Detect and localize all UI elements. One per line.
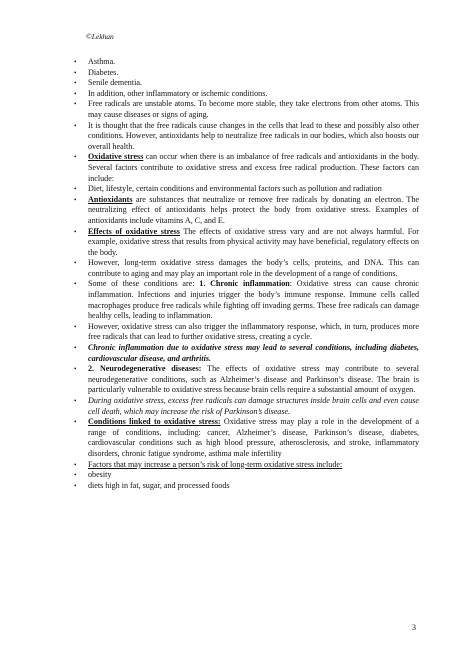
list-item <box>74 195 419 227</box>
bullet-icon: • <box>74 280 77 289</box>
item-text: During oxidative stress, excess free radicals can damage structures inside brain cells and even cause cell death, which may increase the risk of Parkinson’s disease. <box>88 396 419 416</box>
bullet-list <box>74 57 419 491</box>
bullet-icon: • <box>74 68 77 77</box>
item-text: In addition, other inflammatory or ischemic conditions. <box>88 88 268 98</box>
list-item <box>74 99 419 120</box>
item-text: Asthma. <box>88 57 116 66</box>
bullet-icon: • <box>74 227 77 236</box>
item-text: Chronic inflammation due to oxidative stress may lead to several conditions, including diabetes, cardiovascular disease, and arthritis. <box>88 343 419 363</box>
bullet-icon: • <box>74 471 77 480</box>
bullet-icon: • <box>74 344 77 353</box>
item-text: Some of these conditions are: <box>88 279 200 289</box>
list-item <box>74 481 419 492</box>
bullet-icon: • <box>74 58 77 66</box>
bullet-icon: • <box>74 153 77 162</box>
item-text: Diabetes. <box>88 67 119 77</box>
bullet-icon: • <box>74 365 77 374</box>
list-item <box>74 470 419 481</box>
bullet-icon: • <box>74 418 77 427</box>
bullet-icon: • <box>74 481 77 490</box>
bullet-icon: • <box>74 259 77 268</box>
heading-text: Effects of oxidative stress <box>88 226 180 236</box>
item-text: Diet, lifestyle, certain conditions and environmental factors such as pollution and radiation <box>88 184 382 194</box>
bullet-icon: • <box>74 79 77 88</box>
item-text: It is thought that the free radicals cause changes in the cells that lead to these and possibly also other conditions. However, antioxidants help to neutralize free radicals in our bodies, which also boosts our overall health. <box>88 120 419 151</box>
bullet-icon: • <box>74 195 77 204</box>
list-item <box>74 152 419 184</box>
item-text: 1. Chronic inflammation <box>199 279 290 289</box>
copyright-header: ©Lekhan <box>86 32 114 41</box>
bullet-icon: • <box>74 89 77 98</box>
bullet-icon: • <box>74 121 77 130</box>
item-text: The effects of oxidative stress vary and are not always harmful. For example, oxidative stress that results from physical activity may have beneficial, regulatory effects on the body. <box>88 226 419 257</box>
list-item <box>74 364 419 396</box>
item-text: are substances that neutralize or remove free radicals by donating an electron. The neutralizing effect of antioxidants helps protect the body from oxidative stress. Examples of antioxidants include vitamins A, C, and E. <box>88 194 419 225</box>
list-item <box>74 322 419 343</box>
bullet-icon: • <box>74 185 77 194</box>
heading-text: Oxidative stress <box>88 152 144 162</box>
bullet-icon: • <box>74 397 77 405</box>
list-item <box>74 417 419 459</box>
item-text: Free radicals are unstable atoms. To become more stable, they take electrons from other atoms. This may cause diseases or signs of aging. <box>88 99 419 119</box>
bullet-icon: • <box>74 100 77 109</box>
heading-text: Conditions linked to oxidative stress: <box>88 417 221 427</box>
list-item <box>74 89 419 100</box>
heading-text: Factors that may increase a person’s risk of long-term oxidative stress include: <box>88 459 343 469</box>
item-text: Senile dementia. <box>88 78 142 88</box>
heading-text: Antioxidants <box>88 194 133 204</box>
item-text: The effects of oxidative stress may contribute to several neurodegenerative conditions, such as Alzheimer’s disease and Parkinson’s disease. The brain is particularly vulnerable to oxidative stress because brain cells require a substantial amount of oxygen. <box>88 364 419 395</box>
page-number: 3 <box>412 623 416 632</box>
list-item <box>74 184 419 195</box>
document-body <box>74 57 419 491</box>
list-item <box>74 279 419 321</box>
item-text: However, oxidative stress can also trigger the inflammatory response, which, in turn, produces more free radicals that can lead to further oxidative stress, creating a cycle. <box>88 321 419 342</box>
list-item <box>74 396 419 417</box>
bullet-icon: • <box>74 460 77 469</box>
item-text: can occur when there is an imbalance of free radicals and antioxidants in the body. Several factors contribute to oxidative stress and excess free radical production. These factors can include: <box>88 152 419 183</box>
list-item <box>74 78 419 89</box>
list-item <box>74 460 419 471</box>
item-text: diets high in fat, sugar, and processed foods <box>88 480 230 490</box>
item-text: Oxidative stress may play a role in the development of a range of conditions, including: cancer, Alzheimer’s disease, Parkinson’s disease, diabetes, cardiovascular conditions such as high blood pressure, atherosclerosis, and stroke, inflammatory disorders, chronic fatigue syndrome, asthma male infertility <box>88 417 419 458</box>
item-text: : Oxidative stress can cause chronic inflammation. Infections and injuries trigger the body’s immune response. Immune cells called macrophages produce free radicals while fighting off invading germs. These free radicals can damage healthy cells, leading to inflammation. <box>88 279 419 321</box>
list-item <box>74 227 419 259</box>
list-item <box>74 258 419 279</box>
item-text: However, long-term oxidative stress damages the body’s cells, proteins, and DNA. This can contribute to aging and may play an important role in the development of a range of conditions. <box>88 258 419 278</box>
list-item <box>74 57 419 68</box>
item-text: 2. Neurodegenerative diseases: <box>88 364 202 374</box>
list-item <box>74 121 419 153</box>
bullet-icon: • <box>74 322 77 331</box>
item-text: obesity <box>88 470 112 480</box>
list-item <box>74 68 419 79</box>
list-item <box>74 343 419 364</box>
